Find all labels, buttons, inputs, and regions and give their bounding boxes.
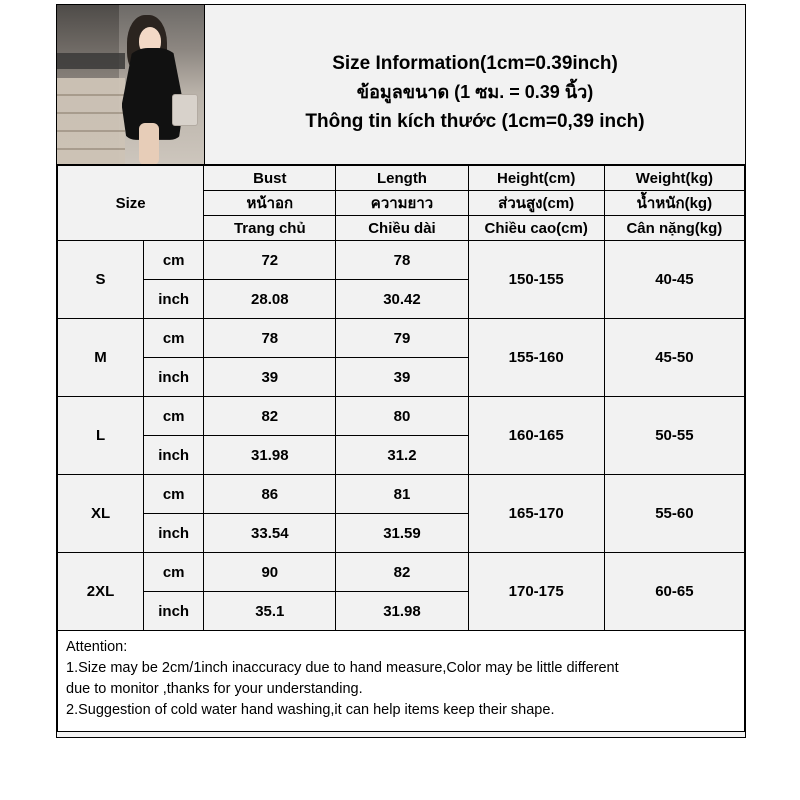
l-length-cm: 80 — [336, 397, 468, 436]
l-weight: 50-55 — [604, 397, 744, 475]
photo-handbag — [172, 94, 198, 126]
xl-length-cm: 81 — [336, 475, 468, 514]
row-unit-inch: inch — [144, 514, 204, 553]
m-bust-cm: 78 — [204, 319, 336, 358]
title-vietnamese: Thông tin kích thước (1cm=0,39 inch) — [305, 110, 645, 132]
xl-height: 165-170 — [468, 475, 604, 553]
product-photo — [57, 5, 204, 164]
row-size-xl: XL — [58, 475, 144, 553]
product-photo-cell — [57, 5, 205, 164]
m-length-inch: 39 — [336, 358, 468, 397]
title-english: Size Information(1cm=0.39inch) — [332, 52, 618, 74]
m-length-cm: 79 — [336, 319, 468, 358]
row-size-m: M — [58, 319, 144, 397]
table-row — [58, 319, 745, 358]
header-height-en: Height(cm) — [468, 166, 604, 191]
title-thai: ข้อมูลขนาด (1 ซม. = 0.39 นิ้ว) — [356, 82, 594, 103]
xxl-bust-inch: 35.1 — [204, 592, 336, 631]
header-bust-vi: Trang chủ — [204, 216, 336, 241]
header-weight-en: Weight(kg) — [604, 166, 744, 191]
xxl-height: 170-175 — [468, 553, 604, 631]
photo-drawers — [57, 78, 125, 164]
xl-length-inch: 31.59 — [336, 514, 468, 553]
xl-bust-inch: 33.54 — [204, 514, 336, 553]
l-height: 160-165 — [468, 397, 604, 475]
table-row — [58, 475, 745, 514]
row-unit-inch: inch — [144, 358, 204, 397]
header-bust-th: หน้าอก — [204, 191, 336, 216]
row-size-2xl: 2XL — [58, 553, 144, 631]
attention-line-1a: 1.Size may be 2cm/1inch inaccuracy due to hand measure,Color may be little different — [66, 660, 619, 677]
m-bust-inch: 39 — [204, 358, 336, 397]
attention-line-2: 2.Suggestion of cold water hand washing,it can help items keep their shape. — [66, 702, 555, 719]
size-chart-sheet — [56, 4, 746, 738]
photo-model-legs — [139, 123, 159, 164]
l-bust-cm: 82 — [204, 397, 336, 436]
row-unit-cm: cm — [144, 319, 204, 358]
row-unit-cm: cm — [144, 475, 204, 514]
header-height-th: ส่วนสูง(cm) — [468, 191, 604, 216]
attention-title: Attention: — [66, 639, 128, 655]
row-unit-cm: cm — [144, 397, 204, 436]
s-bust-cm: 72 — [204, 241, 336, 280]
xxl-length-cm: 82 — [336, 553, 468, 592]
s-bust-inch: 28.08 — [204, 280, 336, 319]
l-length-inch: 31.2 — [336, 436, 468, 475]
table-row — [58, 553, 745, 592]
table-row — [58, 397, 745, 436]
header-size-label: Size — [58, 166, 204, 241]
header-height-vi: Chiều cao(cm) — [468, 216, 604, 241]
s-length-cm: 78 — [336, 241, 468, 280]
header-length-th: ความยาว — [336, 191, 468, 216]
m-height: 155-160 — [468, 319, 604, 397]
row-unit-inch: inch — [144, 280, 204, 319]
s-weight: 40-45 — [604, 241, 744, 319]
row-unit-cm: cm — [144, 553, 204, 592]
title-block — [205, 5, 745, 164]
header-weight-vi: Cân nặng(kg) — [604, 216, 744, 241]
s-height: 150-155 — [468, 241, 604, 319]
header-length-vi: Chiều dài — [336, 216, 468, 241]
xl-bust-cm: 86 — [204, 475, 336, 514]
attention-block — [57, 631, 745, 732]
size-table — [57, 165, 745, 631]
header-band — [57, 5, 745, 165]
photo-counter — [57, 53, 125, 69]
header-weight-th: น้ำหนัก(kg) — [604, 191, 744, 216]
l-bust-inch: 31.98 — [204, 436, 336, 475]
row-size-l: L — [58, 397, 144, 475]
xxl-length-inch: 31.98 — [336, 592, 468, 631]
xxl-weight: 60-65 — [604, 553, 744, 631]
header-bust-en: Bust — [204, 166, 336, 191]
row-unit-cm: cm — [144, 241, 204, 280]
xl-weight: 55-60 — [604, 475, 744, 553]
table-row — [58, 241, 745, 280]
m-weight: 45-50 — [604, 319, 744, 397]
xxl-bust-cm: 90 — [204, 553, 336, 592]
header-length-en: Length — [336, 166, 468, 191]
row-unit-inch: inch — [144, 592, 204, 631]
table-header-row-en — [58, 166, 745, 191]
attention-line-1b: due to monitor ,thanks for your understanding. — [66, 681, 363, 698]
s-length-inch: 30.42 — [336, 280, 468, 319]
row-size-s: S — [58, 241, 144, 319]
row-unit-inch: inch — [144, 436, 204, 475]
